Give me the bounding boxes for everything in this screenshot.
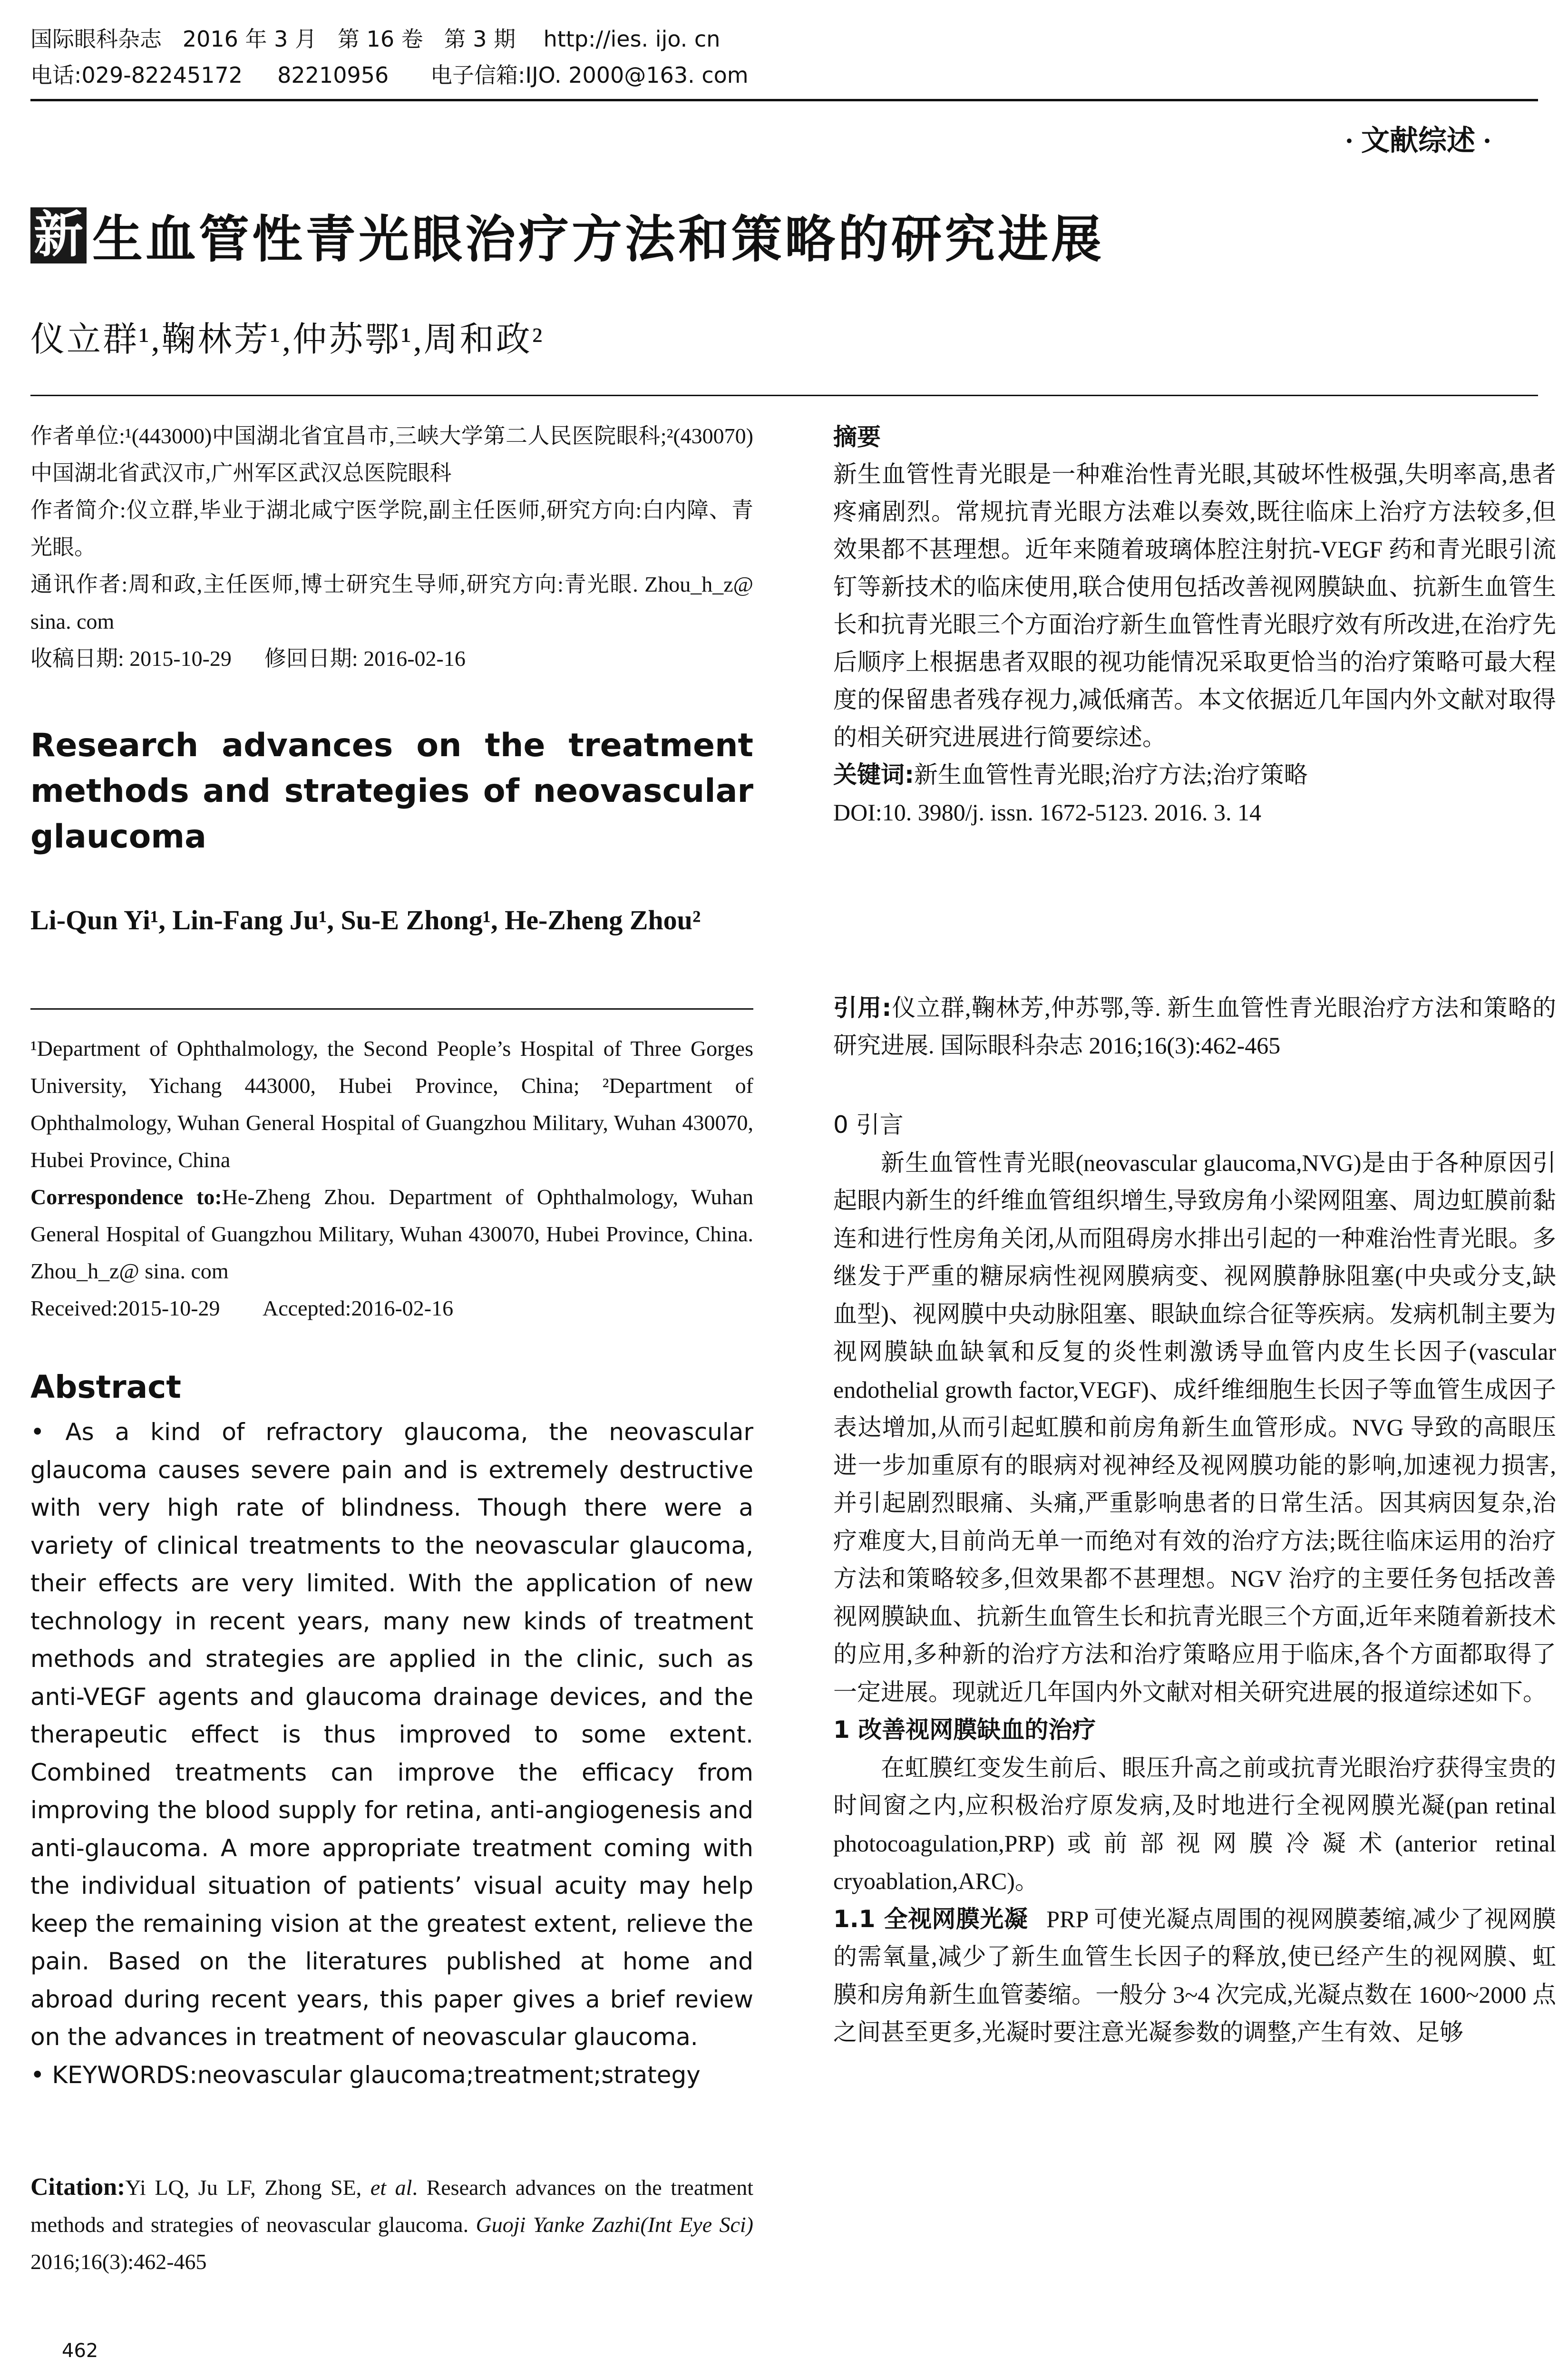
section1-heading: 1 改善视网膜缺血的治疗: [833, 1716, 1096, 1744]
citation-volume: 2016;16(3):462-465: [30, 2250, 207, 2274]
abstract-cn-body: 新生血管性青光眼是一种难治性青光眼,其破坏性极强,失明率高,患者疼痛剧烈。常规抗青光眼方法难以奏效,既往临床上治疗方法较多,但效果都不甚理想。近年来随着玻璃体腔注射抗-VEGF 药和青光眼引流钉等新技术的临床使用,联合使用包括改善视网膜缺血、抗新生血管生长和抗青光眼三个方面治疗新生血管性青光眼疗效有所改进,在治疗先后顺序上根据患者双眼的视功能情况采取更恰当的治疗策略可最大程度的保留患者残存视力,减低痛苦。本文依据近几年国内外文献对取得的相关研究进展进行简要综述。: [833, 461, 1556, 750]
section1-1: [833, 1900, 1556, 2052]
author-units: 作者单位:¹(443000)中国湖北省宜昌市,三峡大学第二人民医院眼科;²(430070)中国湖北省武汉市,广州军区武汉总医院眼科: [30, 424, 753, 485]
journal-header-line2: 电话:029-82245172 82210956 电子信箱:IJO. 2000@163. com: [30, 62, 749, 88]
intro-heading: 0 引言: [833, 1111, 904, 1139]
abstract-cn-heading: 摘要: [833, 423, 881, 451]
intro-section: [833, 1106, 1556, 2052]
keywords-cn-label: 关键词:: [833, 761, 914, 789]
page-title: [30, 202, 1104, 269]
english-title: Research advances on the treatment methods and strategies of neovascular glaucoma: [30, 727, 753, 856]
abstract-heading: Abstract: [30, 1369, 181, 1405]
abstract-keywords: • KEYWORDS:neovascular glaucoma;treatment;strategy: [30, 2061, 701, 2089]
correspondence-label: Correspondence to:: [30, 1185, 222, 1209]
journal-header-line1: 国际眼科杂志 2016 年 3 月 第 16 卷 第 3 期 http://ies. ijo. cn: [30, 26, 721, 52]
citation-cn-label: 引用:: [833, 994, 892, 1022]
corresponding-author: 通讯作者:周和政,主任医师,博士研究生导师,研究方向:青光眼. Zhou_h_z@ sina. com: [30, 572, 754, 633]
citation-authors: Yi LQ, Ju LF, Zhong SE,: [125, 2175, 370, 2200]
intro-body: 新生血管性青光眼(neovascular glaucoma,NVG)是由于各种原因引起眼内新生的纤维血管组织增生,导致房角小梁网阻塞、周边虹膜前黏连和进行性房角关闭,从而阻碍房水排出引起的一种难治性青光眼。多继发于严重的糖尿病性视网膜病变、视网膜静脉阻塞(中央或分支,缺血型)、视网膜中央动脉阻塞、眼缺血综合征等疾病。发病机制主要为视网膜缺血缺氧和反复的炎性刺激诱导血管内皮生长因子(vascular endothelial growth factor,VEGF)、成纤维细胞生长因子等血管生成因子表达增加,从而引起虹膜和前房角新生血管形成。NVG 导致的高眼压进一步加重原有的眼病对视神经及视网膜功能的影响,加速视力损害,并引起剧烈眼痛、头痛,严重影响患者的日常生活。因其病因复杂,治疗难度大,目前尚无单一而绝对有效的治疗方法;既往临床运用的治疗方法和策略较多,但效果都不甚理想。NGV 治疗的主要任务包括改善视网膜缺血、抗新生血管生长和抗青光眼三个方面,近年来随着新技术的应用,多种新的治疗方法和治疗策略应用于临床,各个方面都取得了一定进展。现就近几年国内外文献对相关研究进展的报道综述如下。: [833, 1149, 1556, 1705]
citation-label: Citation:: [30, 2173, 126, 2201]
title-text: 生血管性青光眼治疗方法和策略的研究进展: [92, 212, 1104, 268]
author-info: [30, 418, 753, 677]
authors-cn: 仪立群¹,鞠林芳¹,仲苏鄂¹,周和政²: [30, 321, 545, 359]
citation-en: [30, 2169, 753, 2280]
author-bio: 作者简介:仪立群,毕业于湖北咸宁医学院,副主任医师,研究方向:白内障、青光眼。: [30, 498, 753, 559]
section-tag: · 文献综述 ·: [1344, 125, 1492, 156]
citation-journal: Guoji Yanke Zazhi(Int Eye Sci): [476, 2212, 754, 2237]
header-rule: [30, 99, 1538, 101]
abstract-text: • As a kind of refractory glaucoma, the neovascular glaucoma causes severe pain and is extremely destructive with very high rate of blindness. Though there were a variety of clinical treatments to the neovascular glaucoma, their effects are very limited. With the application of new technology in recent years, many new kinds of treatment methods and strategies are applied in the clinic, such as anti-VEGF agents and glaucoma drainage devices, and the therapeutic effect is thus improved to some extent. Combined treatments can improve the efficacy from improving the blood supply for retina, anti-angiogenesis and anti-glaucoma. A more appropriate treatment coming with the individual situation of patients’ visual acuity may help keep the remaining vision at the greatest extent, relieve the pain. Based on the literatures published at home and abroad during recent years, this paper gives a brief review on the advances in treatment of neovascular glaucoma.: [30, 1418, 753, 2051]
abstract-body: [30, 1413, 753, 2094]
abstract-cn-keywords: [833, 756, 1556, 794]
abstract-cn: [833, 419, 1556, 831]
affiliations: [30, 1030, 753, 1327]
correspondence-text: He-Zheng Zhou. Department of Ophthalmology, Wuhan General Hospital of Guangzhou Military, Wuhan 430070, Hubei Province, China. Zhou_h_z@ sina. com: [30, 1185, 754, 1283]
title-rule: [30, 395, 1538, 396]
english-authors: Li-Qun Yi¹, Lin-Fang Ju¹, Su-E Zhong¹, He-Zheng Zhou²: [30, 905, 701, 935]
english-authors-rule: [30, 1008, 753, 1010]
section1-1-heading: 1.1 全视网膜光凝: [833, 1905, 1028, 1933]
section1-body: 在虹膜红变发生前后、眼压升高之前或抗青光眼治疗获得宝贵的时间窗之内,应积极治疗原发病,及时地进行全视网膜光凝(pan retinal photocoagulation,PRP)或前部视网膜冷凝术(anterior retinal cryoablation,ARC)。: [833, 1754, 1556, 1894]
citation-cn-text: 仪立群,鞠林芳,仲苏鄂,等. 新生血管性青光眼治疗方法和策略的研究进展. 国际眼科杂志 2016;16(3):462-465: [833, 994, 1556, 1059]
page-number: 462: [62, 2340, 98, 2362]
received-dates: 收稿日期: 2015-10-29 修回日期: 2016-02-16: [30, 646, 466, 671]
title-first-char: 新: [30, 207, 87, 263]
doi: DOI:10. 3980/j. issn. 1672-5123. 2016. 3. 14: [833, 799, 1261, 826]
keywords-cn-text: 新生血管性青光眼;治疗方法;治疗策略: [914, 761, 1308, 788]
citation-title: . Research advances on the treatment methods and strategies of neovascular glaucoma.: [30, 2175, 753, 2237]
citation-etal: et al: [370, 2175, 412, 2200]
received-accepted: Received:2015-10-29 Accepted:2016-02-16: [30, 1296, 454, 1320]
affiliations-text: ¹Department of Ophthalmology, the Second People’s Hospital of Three Gorges University, Yichang 443000, Hubei Province, China; ²Department of Ophthalmology, Wuhan General Hospital of Guangzhou Military, Wuhan 430070, Hubei Province, China: [30, 1036, 753, 1172]
citation-cn: [833, 989, 1556, 1064]
section1-1-body: PRP 可使光凝点周围的视网膜萎缩,减少了视网膜的需氧量,减少了新生血管生长因子的释放,使已经产生的视网膜、虹膜和房角新生血管萎缩。一般分 3~4 次完成,光凝点数在 1600~2000 点之间甚至更多,光凝时要注意光凝参数的调整,产生有效、足够: [833, 1905, 1557, 2046]
